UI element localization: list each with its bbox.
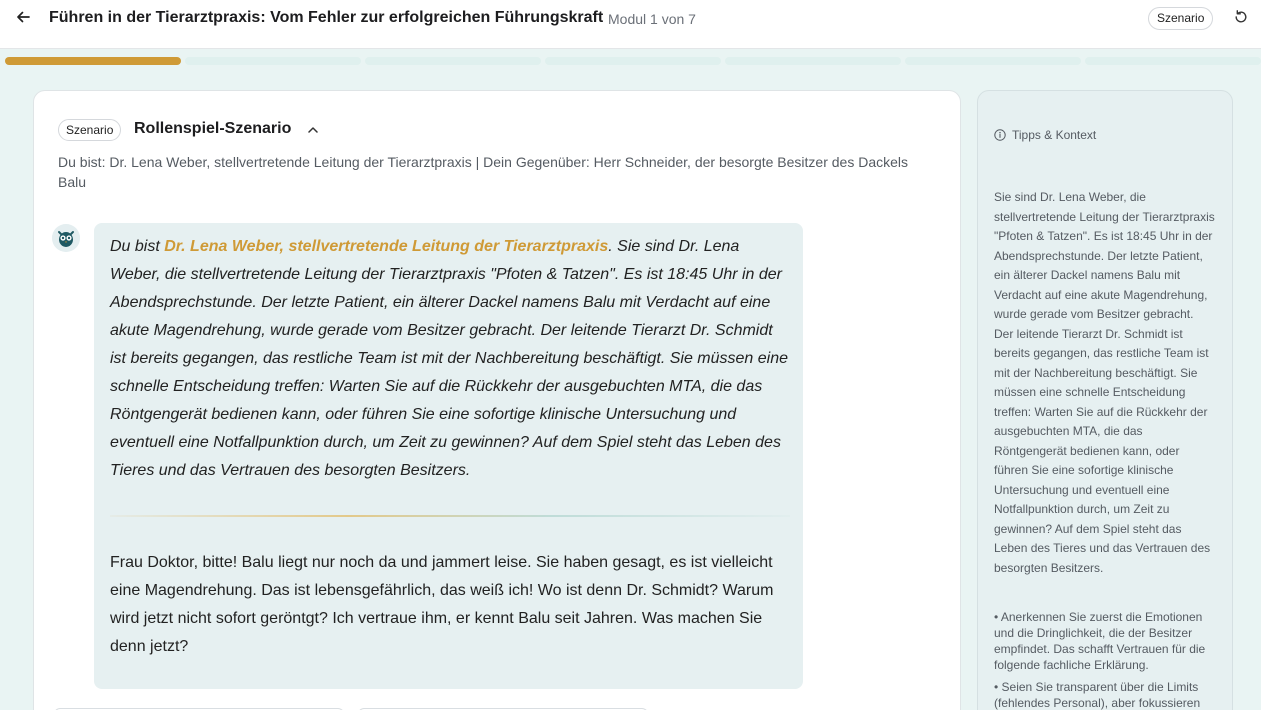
role-highlight: Dr. Lena Weber, stellvertretende Leitung der Tierarztpraxis (164, 238, 609, 255)
tips-panel (977, 90, 1233, 710)
back-arrow-icon[interactable] (14, 8, 32, 26)
scenario-card (33, 90, 961, 710)
scenario-intro: Du bist Dr. Lena Weber, stellvertretende Leitung der Tierarztpraxis. Sie sind Dr. Lena Weber, die stellvertretende Leitung der Tierarztpraxis "Pfoten & Tatzen". Es ist 18:45 Uhr in der Abendsprechstunde. Der letzte Patient, ein älterer Dackel namens Balu mit Verdacht auf eine akute Magendrehung, wurde gerade vom Besitzer gebracht. Der leitende Tierarzt Dr. Schmidt ist bereits gegangen, das restliche Team ist mit der Nachbereitung beschäftigt. Sie müssen eine schnelle Entscheidung treffen: Warten Sie auf die Rückkehr der ausgebuchten MTA, die das Röntgengerät bedienen kann, oder führen Sie eine sofortige klinische Untersuchung und eventuell eine Notfallpunktion durch, um Zeit zu gewinnen? Auf dem Spiel steht das Leben des Tieres und das Vertrauen des besorgten Besitzers. (110, 238, 788, 479)
tip-item: • Seien Sie transparent über die Limits (fehlendes Personal), aber fokussieren (994, 680, 1201, 710)
counterpart-message: Frau Doktor, bitte! Balu liegt nur noch da und jammert leise. Sie haben gesagt, es ist vielleicht eine Magendrehung. Das ist lebensgefährlich, das weiß ich! Wo ist denn Dr. Schmidt? Warum wird jetzt nicht sofort geröntgt? Ich vertraue ihm, er kennt Balu seit Jahren. Was machen Sie denn jetzt? (110, 554, 774, 655)
module-indicator: Modul 1 von 7 (608, 11, 696, 27)
progress-segment (1085, 57, 1261, 65)
message-divider (110, 515, 790, 517)
progress-segment (365, 57, 541, 65)
tip-item: • Anerkennen Sie zuerst die Emotionen und die Dringlichkeit, die der Besitzer empfindet. Das schafft Vertrauen für die folgende fachliche Erklärung. (994, 610, 1206, 672)
tips-context: Sie sind Dr. Lena Weber, die stellvertretende Leitung der Tierarztpraxis "Pfoten & Tatzen". Es ist 18:45 Uhr in der Abendsprechstunde. Der letzte Patient, ein älterer Dackel namens Balu mit Verdacht auf eine akute Magendrehung, wurde gerade vom Besitzer gebracht. Der leitende Tierarzt Dr. Schmidt ist bereits gegangen, das restliche Team ist mit der Nachbereitung beschäftigt. Sie müssen eine schnelle Entscheidung treffen: Warten Sie auf die Rückkehr der ausgebuchten MTA, die das Röntgengerät bedienen kann, oder führen Sie eine sofortige klinische Untersuchung und eventuell eine Notfallpunktion durch, um Zeit zu gewinnen? Auf dem Spiel steht das Leben des Tieres und das Vertrauen des besorgten Besitzers. (994, 190, 1215, 575)
scenario-title: Rollenspiel-Szenario (134, 120, 292, 137)
module-progress-bar (5, 57, 1261, 65)
progress-segment (5, 57, 181, 65)
owl-icon (52, 224, 80, 252)
course-title: Führen in der Tierarztpraxis: Vom Fehler zur erfolgreichen Führungskraft (49, 9, 604, 26)
info-icon (994, 129, 1006, 141)
scenario-badge: Szenario (58, 119, 121, 141)
progress-segment (725, 57, 901, 65)
chevron-up-icon[interactable] (306, 123, 320, 137)
tips-heading: Tipps & Kontext (994, 128, 1096, 142)
message-bubble (94, 223, 803, 689)
top-bar (0, 0, 1261, 49)
progress-segment (185, 57, 361, 65)
reset-icon[interactable] (1233, 9, 1249, 25)
progress-segment (545, 57, 721, 65)
scenario-roles: Du bist: Dr. Lena Weber, stellvertretende Leitung der Tierarztpraxis | Dein Gegenüber: Herr Schneider, der besorgte Besitzer des Dackels Balu (58, 154, 909, 190)
progress-segment (905, 57, 1081, 65)
tips-list (994, 609, 1216, 710)
scenario-button[interactable]: Szenario (1148, 7, 1213, 30)
